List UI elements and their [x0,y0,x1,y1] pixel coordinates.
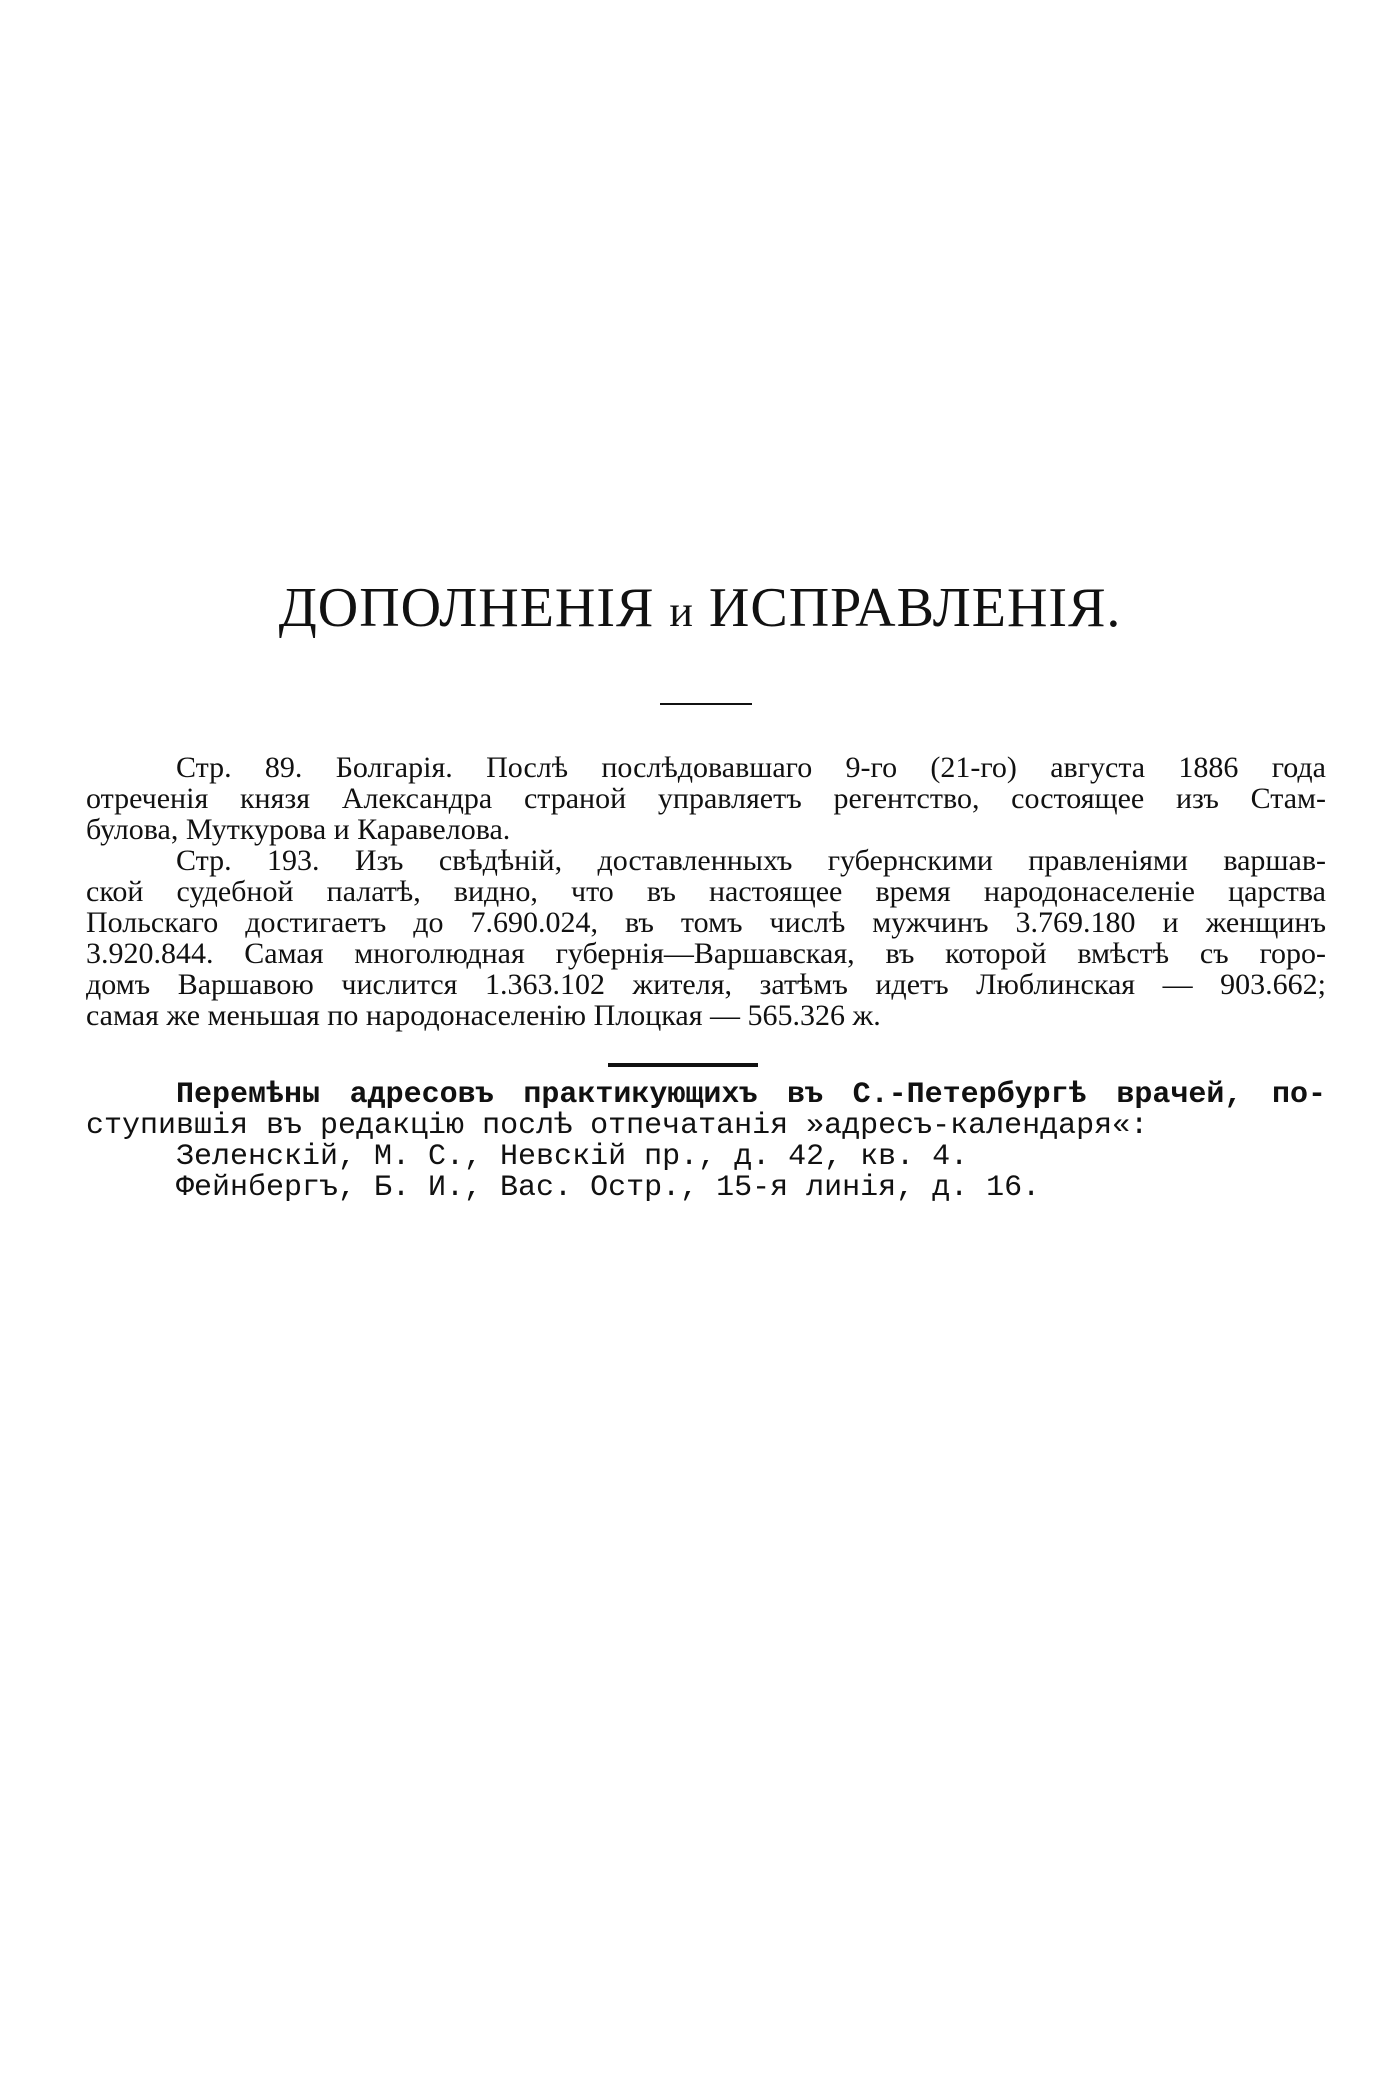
entry-line: булова, Муткурова и Каравелова. [86,813,511,846]
address-heading-line: ступившія въ редакцію послѣ отпечатанія »адресъ-календаря«: [86,1109,1149,1143]
title-part2: ИСПРАВЛЕНІЯ. [708,577,1122,639]
corrections-text [86,752,1326,1031]
entry-line: отреченія князя Александра страной управляетъ регентство, состоящее изъ Стам- [86,782,1326,815]
address-heading-line: Перемѣны адресовъ практикующихъ въ С.-Петербургѣ врачей, по- [176,1078,1326,1112]
entry-line: Польскаго достигаетъ до 7.690.024, въ томъ числѣ мужчинъ 3.769.180 и женщинъ [86,906,1326,939]
entry-bulgaria [86,752,1326,845]
title-conjunction: и [669,587,694,636]
entry-poland [86,845,1326,1031]
entry-line: самая же меньшая по народонаселенію Плоцкая — 565.326 ж. [86,999,881,1032]
entry-line: 3.920.844. Самая многолюдная губернія—Варшавская, въ которой вмѣстѣ съ горо- [86,937,1326,970]
address-changes [86,1080,1326,1204]
entry-line: Стр. 193. Изъ свѣдѣній, доставленныхъ губернскими правленіями варшав- [176,844,1326,877]
entry-line: ской судебной палатѣ, видно, что въ настоящее время народонаселеніе царства [86,875,1326,908]
entry-line: домъ Варшавою числится 1.363.102 жителя, затѣмъ идетъ Люблинская — 903.662; [86,968,1326,1001]
entry-line: Стр. 89. Болгарія. Послѣ послѣдовавшаго 9-го (21-го) августа 1886 года [176,751,1326,784]
section-divider [608,1063,758,1067]
address-item: Фейнбергъ, Б. И., Вас. Остр., 15-я линія, д. 16. [176,1171,1041,1205]
page-title [0,578,1400,640]
title-part1: ДОПОЛНЕНІЯ [278,577,655,639]
address-item: Зеленскій, М. С., Невскій пр., д. 42, кв. 4. [176,1140,969,1174]
title-divider [660,703,752,705]
